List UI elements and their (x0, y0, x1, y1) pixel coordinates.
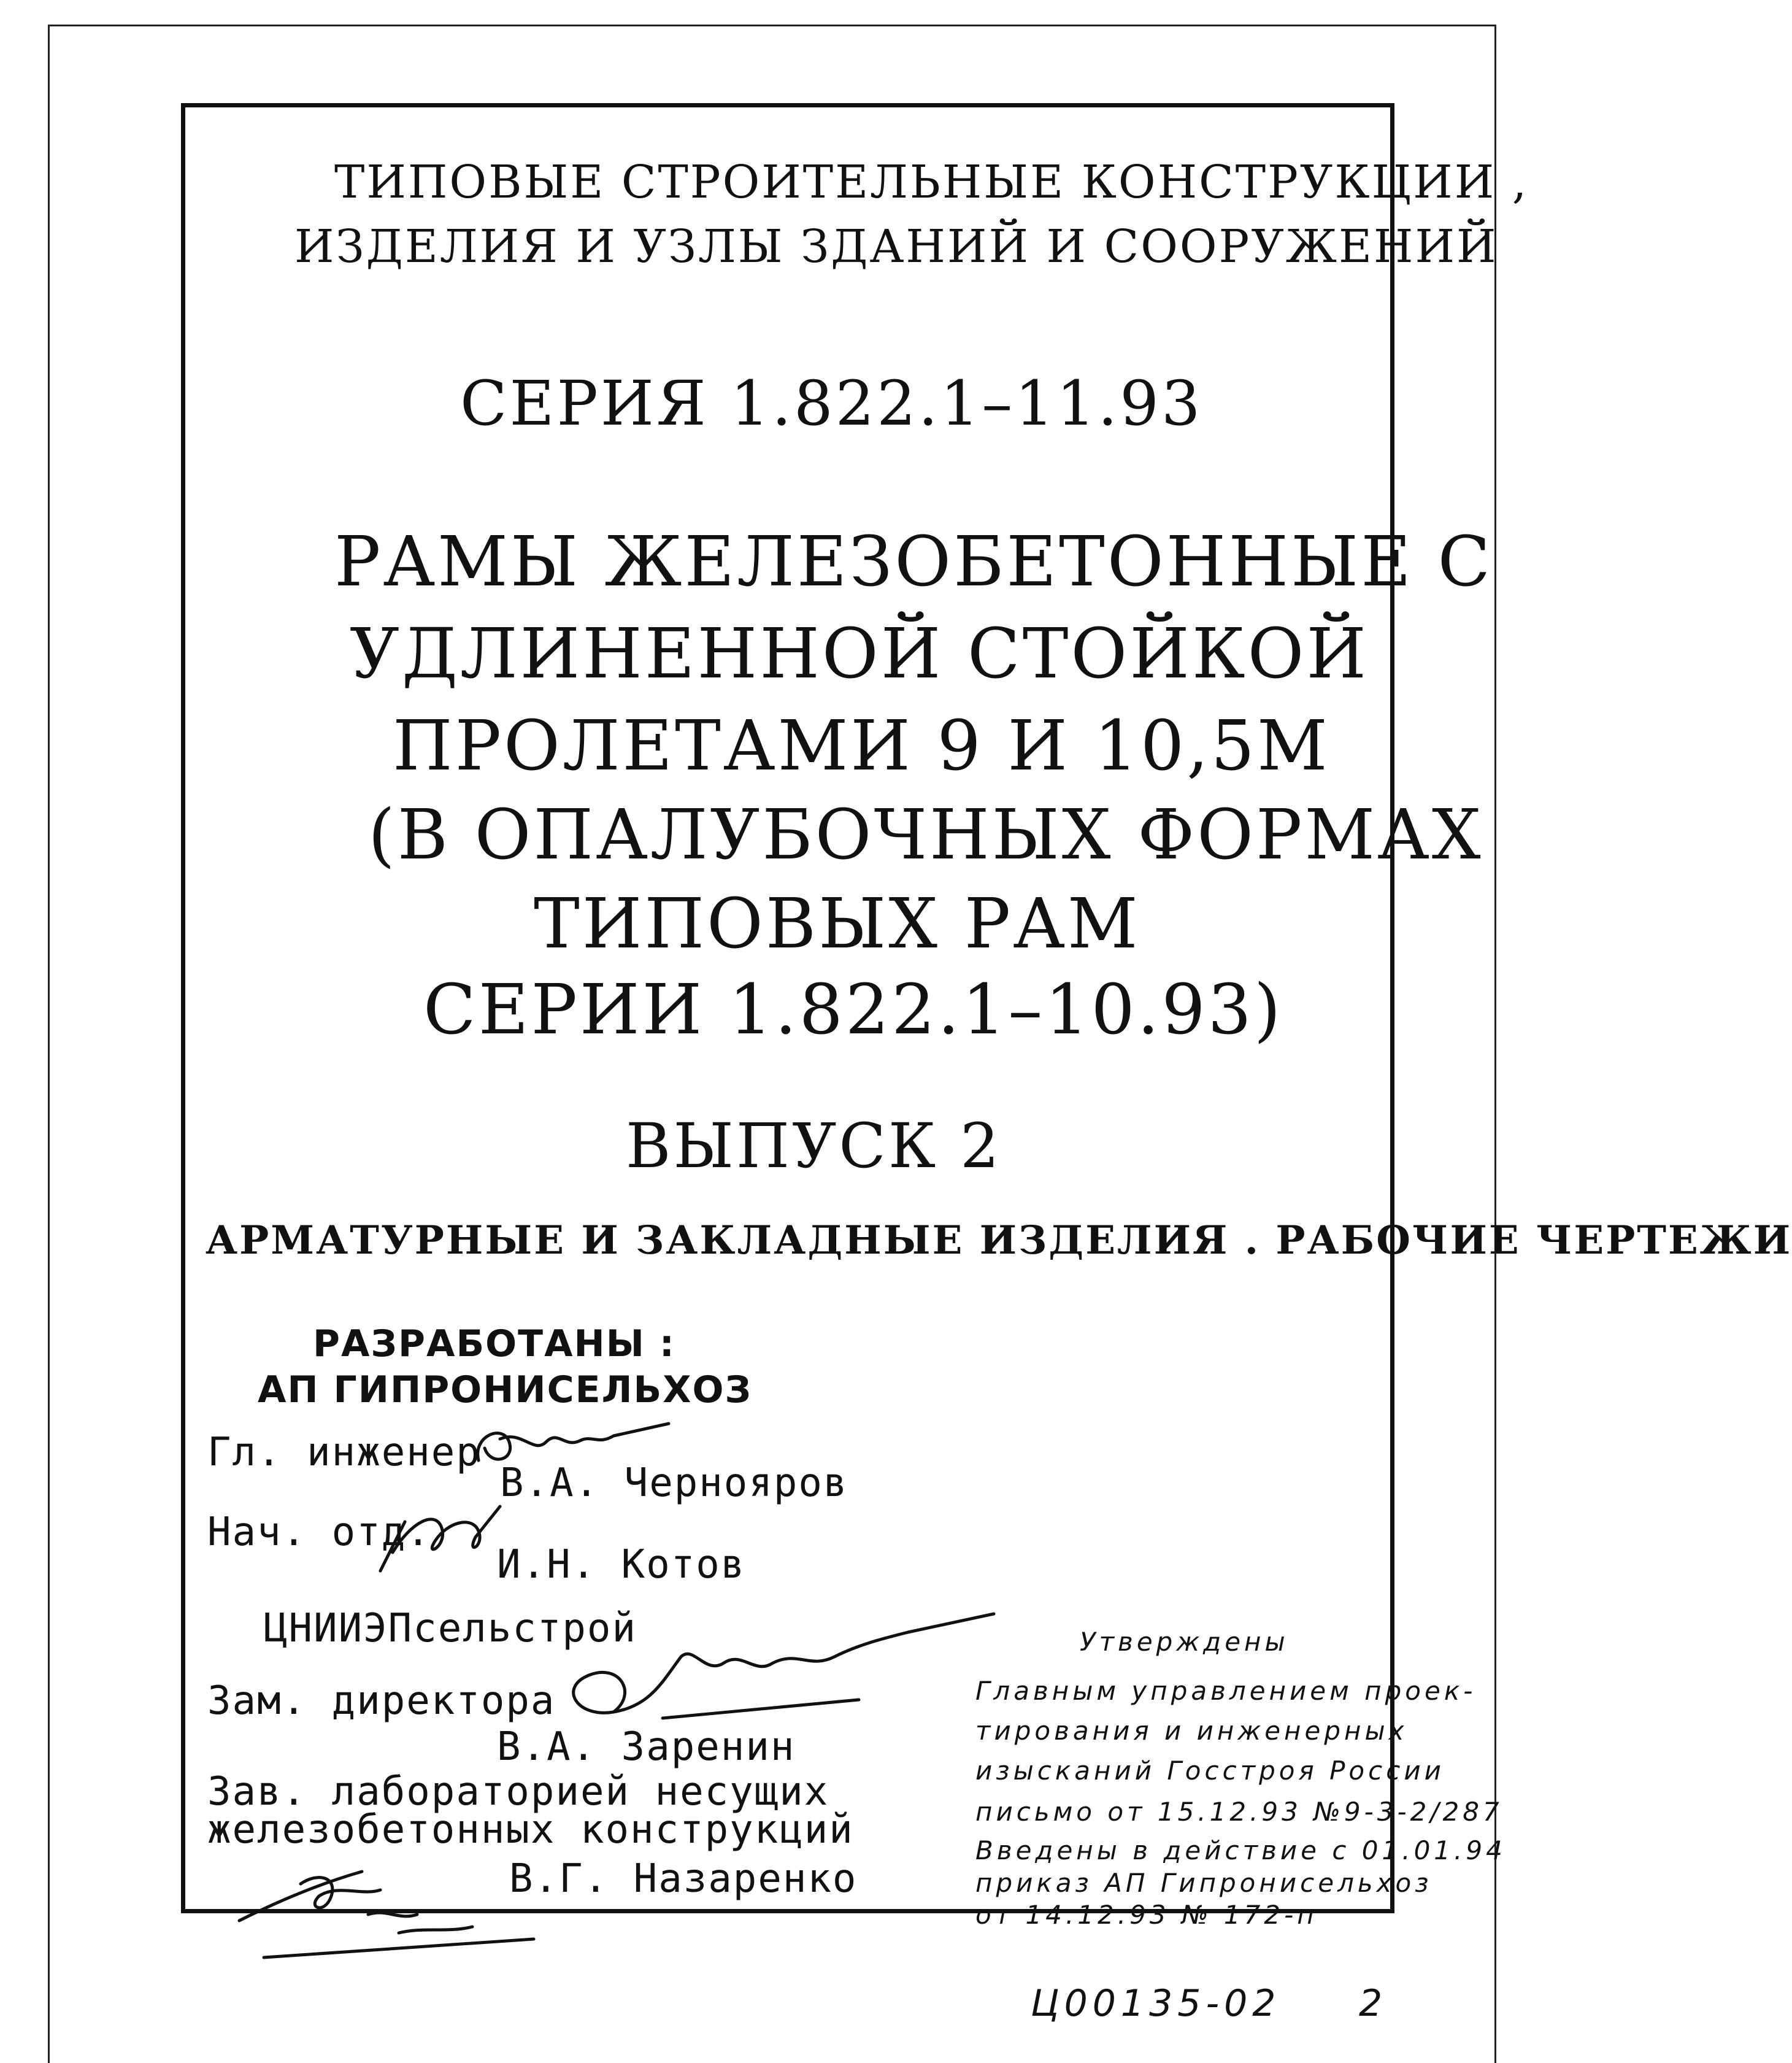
issue-number: ВЫПУСК 2 (626, 1110, 1002, 1182)
signature-dept-head (368, 1497, 509, 1583)
dept-head-name: И.Н. Котов (497, 1542, 746, 1587)
approval-line-1: Главным управлением проек- (975, 1676, 1477, 1706)
title-line-2: УДЛИНЕННОЙ СТОЙКОЙ (350, 614, 1369, 694)
dept-head-title: Нач. отд. (207, 1510, 431, 1555)
developers-org: АП ГИПРОНИСЕЛЬХОЗ (258, 1368, 753, 1411)
signature-chief-engineer (466, 1411, 675, 1479)
chief-engineer-title: Гл. инженер (207, 1430, 481, 1475)
title-line-4: (В ОПАЛУБОЧНЫХ ФОРМАХ (368, 795, 1483, 875)
page-number: 2 (1359, 1982, 1388, 2025)
document-code: Ц00135-02 (1031, 1982, 1281, 2025)
title-line-3: ПРОЛЕТАМИ 9 И 10,5М (393, 706, 1330, 786)
lab-head-name: В.Г. Назаренко (509, 1856, 858, 1902)
chief-engineer-name: В.А. Чернояров (500, 1460, 848, 1506)
approval-line-4: письмо от 15.12.93 №9-3-2/287 (975, 1797, 1503, 1827)
signature-deputy-director (540, 1608, 1006, 1743)
title-line-6: СЕРИИ 1.822.1–10.93) (423, 970, 1283, 1050)
approval-line-2: тирования и инженерных (975, 1716, 1408, 1746)
title-line-5: ТИПОВЫХ РАМ (534, 884, 1140, 964)
approval-heading: Утверждены (1080, 1627, 1289, 1657)
approval-line-6: приказ АП Гипронисельхоз (975, 1868, 1432, 1898)
developers-heading: РАЗРАБОТАНЫ : (313, 1322, 675, 1365)
signature-lab-head (227, 1847, 546, 1964)
lab-head-title-1: Зав. лабораторией несущих (207, 1769, 829, 1814)
outer-border-top (48, 25, 1496, 26)
approval-line-7: от 14.12.93 № 172-п (975, 1900, 1318, 1930)
approval-line-3: изысканий Госстроя России (975, 1756, 1445, 1786)
outer-border-right (1494, 25, 1496, 2063)
approval-line-5: Введены в действие с 01.01.94 (975, 1835, 1506, 1865)
header-line-2: ИЗДЕЛИЯ И УЗЛЫ ЗДАНИЙ И СООРУЖЕНИЙ (294, 220, 1498, 273)
header-line-1: ТИПОВЫЕ СТРОИТЕЛЬНЫЕ КОНСТРУКЦИИ , (334, 156, 1529, 209)
title-line-1: РАМЫ ЖЕЛЕЗОБЕТОННЫЕ С (334, 522, 1493, 602)
series-number: СЕРИЯ 1.822.1–11.93 (460, 368, 1203, 439)
lab-head-title-2: железобетонных конструкций (207, 1807, 854, 1853)
issue-subtitle: АРМАТУРНЫЕ И ЗАКЛАДНЫЕ ИЗДЕЛИЯ . РАБОЧИЕ ЧЕРТЕЖИ (206, 1217, 1792, 1263)
org-2: ЦНИИЭПсельстрой (264, 1606, 637, 1651)
deputy-director-title: Зам. директора (207, 1678, 556, 1724)
outer-border-left (48, 25, 50, 2063)
deputy-director-name: В.А. Заренин (497, 1724, 796, 1770)
